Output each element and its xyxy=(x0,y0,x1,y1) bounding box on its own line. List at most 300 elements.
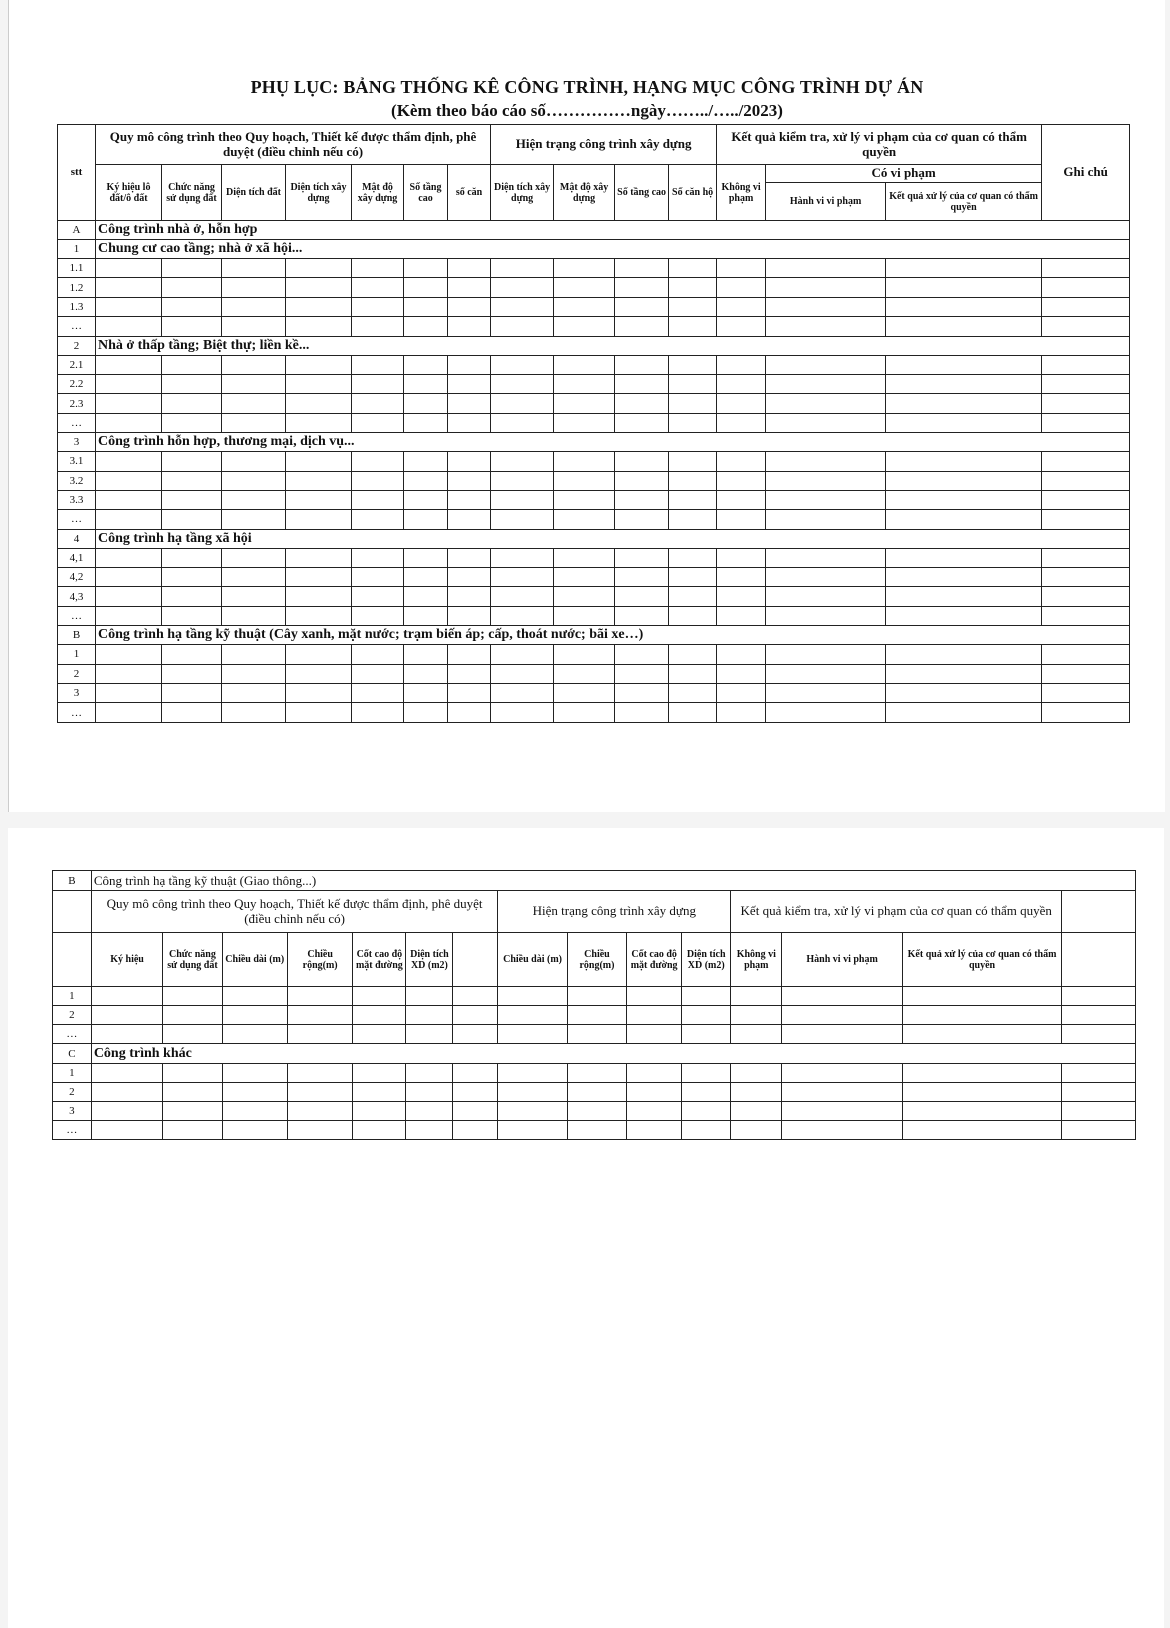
empty-cell xyxy=(453,1025,498,1044)
section-code: B xyxy=(53,871,92,891)
empty-cell xyxy=(717,452,766,471)
row-number: … xyxy=(58,413,96,432)
empty-cell xyxy=(1062,1083,1136,1102)
empty-cell xyxy=(448,606,491,625)
empty-cell xyxy=(669,510,717,529)
empty-cell xyxy=(766,703,886,722)
empty-cell xyxy=(615,394,669,413)
empty-cell xyxy=(1042,452,1130,471)
empty-cell xyxy=(669,297,717,316)
section-title: Nhà ở thấp tầng; Biệt thự; liền kề... xyxy=(96,336,1130,355)
empty-cell xyxy=(669,394,717,413)
empty-cell xyxy=(448,471,491,490)
table-row xyxy=(58,684,1130,703)
empty-cell xyxy=(669,587,717,606)
empty-cell xyxy=(498,1006,567,1025)
empty-cell xyxy=(352,297,404,316)
empty-cell xyxy=(717,510,766,529)
section-title: Công trình hạ tầng xã hội xyxy=(96,529,1130,548)
empty-cell xyxy=(1042,259,1130,278)
section-row xyxy=(58,336,1130,355)
empty-cell xyxy=(1042,317,1130,336)
table-row xyxy=(58,317,1130,336)
empty-cell xyxy=(286,471,352,490)
section-title: Công trình khác xyxy=(91,1044,1135,1064)
empty-cell xyxy=(627,987,682,1006)
empty-cell xyxy=(286,645,352,664)
empty-cell xyxy=(717,297,766,316)
empty-cell xyxy=(766,297,886,316)
empty-cell xyxy=(406,1064,453,1083)
empty-cell xyxy=(222,1006,287,1025)
empty-cell xyxy=(448,259,491,278)
empty-cell xyxy=(1042,664,1130,683)
empty-cell xyxy=(404,568,448,587)
row-number: … xyxy=(53,1025,92,1044)
empty-cell xyxy=(554,394,615,413)
empty-cell xyxy=(1042,510,1130,529)
empty-cell xyxy=(96,664,162,683)
header-current-col-4: Diện tích XD (m2) xyxy=(682,933,731,987)
empty-cell xyxy=(404,297,448,316)
row-number: 2.1 xyxy=(58,355,96,374)
empty-cell xyxy=(491,471,554,490)
empty-cell xyxy=(162,259,222,278)
empty-cell xyxy=(717,490,766,509)
empty-cell xyxy=(286,317,352,336)
section-code: A xyxy=(58,221,96,240)
row-number: 2 xyxy=(53,1083,92,1102)
empty-cell xyxy=(886,664,1042,683)
empty-cell xyxy=(717,703,766,722)
empty-cell xyxy=(554,374,615,393)
empty-cell xyxy=(91,1083,163,1102)
empty-cell xyxy=(491,606,554,625)
empty-cell xyxy=(615,317,669,336)
empty-cell xyxy=(717,374,766,393)
empty-cell xyxy=(91,1102,163,1121)
row-number: 3 xyxy=(53,1102,92,1121)
empty-cell xyxy=(96,374,162,393)
empty-cell xyxy=(615,548,669,567)
empty-cell xyxy=(669,471,717,490)
empty-cell xyxy=(669,278,717,297)
row-number: … xyxy=(53,1121,92,1140)
section-title: Công trình nhà ở, hỗn hợp xyxy=(96,221,1130,240)
header-violation-col-1: Hành vi vi phạm xyxy=(782,933,903,987)
empty-cell xyxy=(766,645,886,664)
empty-cell xyxy=(886,374,1042,393)
section-row xyxy=(58,433,1130,452)
empty-cell xyxy=(448,355,491,374)
empty-cell xyxy=(222,1102,287,1121)
empty-cell xyxy=(286,606,352,625)
empty-cell xyxy=(448,548,491,567)
empty-cell xyxy=(902,987,1061,1006)
empty-cell xyxy=(352,664,404,683)
table-row xyxy=(58,490,1130,509)
empty-cell xyxy=(404,490,448,509)
empty-cell xyxy=(766,684,886,703)
empty-cell xyxy=(782,987,903,1006)
empty-cell xyxy=(96,606,162,625)
empty-cell xyxy=(491,510,554,529)
header-violation: Có vi phạm xyxy=(766,165,1042,183)
header-plan-col-3: Diện tích đất xyxy=(222,165,286,221)
empty-cell xyxy=(352,510,404,529)
empty-cell xyxy=(886,490,1042,509)
header-blank xyxy=(1062,891,1136,933)
empty-cell xyxy=(782,1121,903,1140)
empty-cell xyxy=(222,568,286,587)
empty-cell xyxy=(766,568,886,587)
empty-cell xyxy=(766,374,886,393)
header-plan-col-5: Mật độ xây dựng xyxy=(352,165,404,221)
empty-cell xyxy=(448,374,491,393)
empty-cell xyxy=(286,413,352,432)
header-group-plan: Quy mô công trình theo Quy hoạch, Thiết kế được thẩm định, phê duyệt (điều chỉnh nếu có) xyxy=(91,891,498,933)
empty-cell xyxy=(717,413,766,432)
table-row xyxy=(58,374,1130,393)
empty-cell xyxy=(669,413,717,432)
section-row xyxy=(53,1044,1136,1064)
empty-cell xyxy=(404,645,448,664)
empty-cell xyxy=(222,259,286,278)
empty-cell xyxy=(615,471,669,490)
table-row xyxy=(53,1006,1136,1025)
empty-cell xyxy=(404,374,448,393)
empty-cell xyxy=(404,317,448,336)
empty-cell xyxy=(406,1102,453,1121)
empty-cell xyxy=(453,987,498,1006)
empty-cell xyxy=(682,1083,731,1102)
empty-cell xyxy=(491,664,554,683)
row-number: 2 xyxy=(53,1006,92,1025)
empty-cell xyxy=(287,1064,352,1083)
empty-cell xyxy=(448,490,491,509)
empty-cell xyxy=(222,1121,287,1140)
header-stt: stt xyxy=(58,125,96,221)
empty-cell xyxy=(782,1025,903,1044)
empty-cell xyxy=(453,1064,498,1083)
empty-cell xyxy=(286,278,352,297)
empty-cell xyxy=(491,297,554,316)
empty-cell xyxy=(163,987,222,1006)
table-row xyxy=(58,259,1130,278)
empty-cell xyxy=(96,684,162,703)
empty-cell xyxy=(717,645,766,664)
empty-cell xyxy=(448,587,491,606)
empty-cell xyxy=(731,1064,782,1083)
empty-cell xyxy=(731,1102,782,1121)
empty-cell xyxy=(448,664,491,683)
empty-cell xyxy=(669,374,717,393)
empty-cell xyxy=(404,606,448,625)
empty-cell xyxy=(287,1006,352,1025)
table-row xyxy=(58,510,1130,529)
page-one xyxy=(8,0,1165,812)
empty-cell xyxy=(491,684,554,703)
header-plan-col-2: Chức năng sử dụng đất xyxy=(162,165,222,221)
empty-cell xyxy=(406,1083,453,1102)
table-row xyxy=(58,645,1130,664)
empty-cell xyxy=(717,471,766,490)
empty-cell xyxy=(453,1083,498,1102)
empty-cell xyxy=(1042,355,1130,374)
empty-cell xyxy=(766,413,886,432)
empty-cell xyxy=(406,987,453,1006)
empty-cell xyxy=(766,664,886,683)
empty-cell xyxy=(717,278,766,297)
empty-cell xyxy=(222,1064,287,1083)
empty-cell xyxy=(222,394,286,413)
empty-cell xyxy=(717,568,766,587)
table-row xyxy=(58,703,1130,722)
empty-cell xyxy=(615,452,669,471)
empty-cell xyxy=(627,1064,682,1083)
empty-cell xyxy=(162,568,222,587)
empty-cell xyxy=(96,510,162,529)
empty-cell xyxy=(669,317,717,336)
empty-cell xyxy=(627,1025,682,1044)
header-plan-col-7 xyxy=(453,933,498,987)
header-blank xyxy=(53,891,92,933)
empty-cell xyxy=(352,703,404,722)
header-plan-col-1: Ký hiệu lô đất/ô đất xyxy=(96,165,162,221)
empty-cell xyxy=(352,587,404,606)
empty-cell xyxy=(1062,1102,1136,1121)
empty-cell xyxy=(491,490,554,509)
empty-cell xyxy=(717,317,766,336)
empty-cell xyxy=(286,703,352,722)
row-number: 1.1 xyxy=(58,259,96,278)
header-violation-col-2: Kết quả xử lý của cơ quan có thẩm quyền xyxy=(902,933,1061,987)
empty-cell xyxy=(1042,374,1130,393)
table-row xyxy=(58,297,1130,316)
header-plan-col-6: Diện tích XD (m2) xyxy=(406,933,453,987)
empty-cell xyxy=(886,645,1042,664)
empty-cell xyxy=(162,587,222,606)
empty-cell xyxy=(1042,606,1130,625)
empty-cell xyxy=(669,684,717,703)
row-number: 4,2 xyxy=(58,568,96,587)
empty-cell xyxy=(1062,1025,1136,1044)
empty-cell xyxy=(353,1121,406,1140)
empty-cell xyxy=(627,1121,682,1140)
row-number: 3 xyxy=(58,684,96,703)
header-plan-col-6: Số tầng cao xyxy=(404,165,448,221)
empty-cell xyxy=(669,568,717,587)
empty-cell xyxy=(567,1083,626,1102)
section-code: 2 xyxy=(58,336,96,355)
row-number: 2 xyxy=(58,664,96,683)
empty-cell xyxy=(448,568,491,587)
empty-cell xyxy=(731,1006,782,1025)
empty-cell xyxy=(286,297,352,316)
empty-cell xyxy=(286,490,352,509)
empty-cell xyxy=(902,1083,1061,1102)
empty-cell xyxy=(448,510,491,529)
empty-cell xyxy=(554,413,615,432)
empty-cell xyxy=(491,413,554,432)
empty-cell xyxy=(1042,548,1130,567)
row-number: … xyxy=(58,606,96,625)
empty-cell xyxy=(448,452,491,471)
section-title: Công trình hạ tầng kỹ thuật (Cây xanh, mặt nước; trạm biến áp; cấp, thoát nước; bãi xe…) xyxy=(96,626,1130,645)
table-row xyxy=(53,987,1136,1006)
header-plan-col-5: Cốt cao độ mặt đường xyxy=(353,933,406,987)
empty-cell xyxy=(286,684,352,703)
empty-cell xyxy=(287,1121,352,1140)
empty-cell xyxy=(404,278,448,297)
empty-cell xyxy=(615,587,669,606)
empty-cell xyxy=(353,1102,406,1121)
empty-cell xyxy=(222,297,286,316)
empty-cell xyxy=(91,987,163,1006)
empty-cell xyxy=(222,606,286,625)
empty-cell xyxy=(1062,1121,1136,1140)
empty-cell xyxy=(222,317,286,336)
empty-cell xyxy=(567,1025,626,1044)
empty-cell xyxy=(404,452,448,471)
row-number: 2.2 xyxy=(58,374,96,393)
empty-cell xyxy=(731,1025,782,1044)
empty-cell xyxy=(782,1102,903,1121)
empty-cell xyxy=(766,394,886,413)
row-number: 1 xyxy=(58,645,96,664)
empty-cell xyxy=(717,394,766,413)
empty-cell xyxy=(222,684,286,703)
empty-cell xyxy=(615,645,669,664)
empty-cell xyxy=(286,548,352,567)
empty-cell xyxy=(554,471,615,490)
empty-cell xyxy=(1042,413,1130,432)
empty-cell xyxy=(886,317,1042,336)
empty-cell xyxy=(162,317,222,336)
empty-cell xyxy=(766,548,886,567)
empty-cell xyxy=(554,568,615,587)
table-row xyxy=(53,1083,1136,1102)
empty-cell xyxy=(886,471,1042,490)
empty-cell xyxy=(1042,703,1130,722)
row-number: 2.3 xyxy=(58,394,96,413)
empty-cell xyxy=(352,374,404,393)
empty-cell xyxy=(498,987,567,1006)
row-number: 1 xyxy=(53,1064,92,1083)
empty-cell xyxy=(222,355,286,374)
empty-cell xyxy=(453,1006,498,1025)
empty-cell xyxy=(91,1025,163,1044)
empty-cell xyxy=(163,1064,222,1083)
row-number: 4,1 xyxy=(58,548,96,567)
empty-cell xyxy=(491,374,554,393)
header-note: Ghi chú xyxy=(1042,125,1130,221)
empty-cell xyxy=(567,1102,626,1121)
empty-cell xyxy=(886,259,1042,278)
empty-cell xyxy=(286,355,352,374)
empty-cell xyxy=(782,1083,903,1102)
table-row xyxy=(58,568,1130,587)
empty-cell xyxy=(491,452,554,471)
empty-cell xyxy=(222,548,286,567)
empty-cell xyxy=(615,278,669,297)
empty-cell xyxy=(406,1006,453,1025)
empty-cell xyxy=(1042,471,1130,490)
empty-cell xyxy=(782,1064,903,1083)
empty-cell xyxy=(453,1121,498,1140)
empty-cell xyxy=(615,568,669,587)
empty-cell xyxy=(886,606,1042,625)
empty-cell xyxy=(162,606,222,625)
empty-cell xyxy=(287,1083,352,1102)
empty-cell xyxy=(1042,645,1130,664)
empty-cell xyxy=(286,259,352,278)
empty-cell xyxy=(682,1025,731,1044)
header-plan-col-7: số căn xyxy=(448,165,491,221)
empty-cell xyxy=(669,703,717,722)
empty-cell xyxy=(448,684,491,703)
statistics-table-main xyxy=(57,124,1130,723)
section-code: 1 xyxy=(58,240,96,259)
table-row xyxy=(53,1025,1136,1044)
empty-cell xyxy=(163,1006,222,1025)
empty-cell xyxy=(731,1121,782,1140)
empty-cell xyxy=(162,471,222,490)
empty-cell xyxy=(404,471,448,490)
empty-cell xyxy=(448,645,491,664)
header-group-result: Kết quả kiểm tra, xử lý vi phạm của cơ quan có thẩm quyền xyxy=(717,125,1042,165)
empty-cell xyxy=(448,394,491,413)
empty-cell xyxy=(96,355,162,374)
empty-cell xyxy=(717,587,766,606)
empty-cell xyxy=(717,259,766,278)
empty-cell xyxy=(286,374,352,393)
empty-cell xyxy=(96,703,162,722)
empty-cell xyxy=(491,394,554,413)
empty-cell xyxy=(766,606,886,625)
empty-cell xyxy=(902,1006,1061,1025)
empty-cell xyxy=(886,278,1042,297)
section-row xyxy=(58,626,1130,645)
empty-cell xyxy=(404,510,448,529)
empty-cell xyxy=(286,452,352,471)
empty-cell xyxy=(287,987,352,1006)
table-row xyxy=(58,664,1130,683)
empty-cell xyxy=(498,1121,567,1140)
empty-cell xyxy=(222,987,287,1006)
empty-cell xyxy=(717,355,766,374)
empty-cell xyxy=(669,355,717,374)
empty-cell xyxy=(669,645,717,664)
empty-cell xyxy=(96,278,162,297)
empty-cell xyxy=(353,1064,406,1083)
empty-cell xyxy=(448,297,491,316)
empty-cell xyxy=(627,1102,682,1121)
empty-cell xyxy=(1042,297,1130,316)
empty-cell xyxy=(554,259,615,278)
empty-cell xyxy=(1062,1006,1136,1025)
empty-cell xyxy=(404,394,448,413)
empty-cell xyxy=(96,259,162,278)
empty-cell xyxy=(222,645,286,664)
empty-cell xyxy=(404,587,448,606)
empty-cell xyxy=(554,645,615,664)
empty-cell xyxy=(554,297,615,316)
row-number: 1 xyxy=(53,987,92,1006)
header-plan-col-3: Chiều dài (m) xyxy=(222,933,287,987)
row-number: 3.2 xyxy=(58,471,96,490)
empty-cell xyxy=(162,684,222,703)
